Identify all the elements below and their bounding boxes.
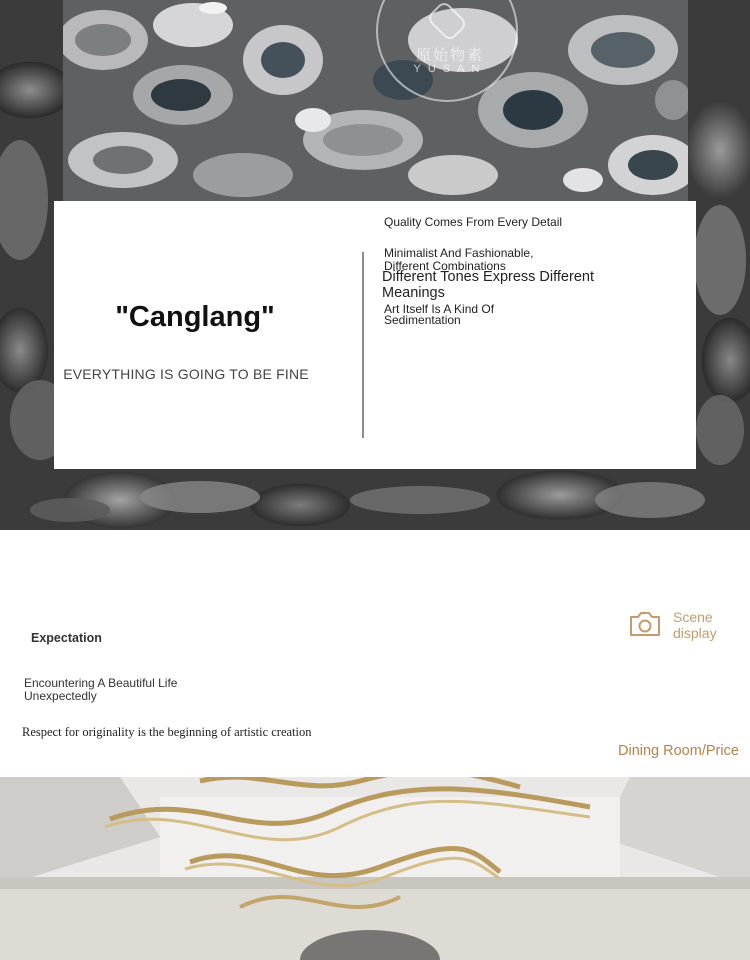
- scene-label-line2: display: [673, 625, 717, 641]
- tagline-text: Encountering A Beautiful Life Unexpectedly: [24, 676, 178, 703]
- quote-text: Respect for originality is the beginning of artistic creation: [22, 725, 312, 739]
- feature-text: Different Tones Express Different Meanings: [382, 269, 594, 301]
- product-info-card: [54, 201, 696, 469]
- room-scene: [0, 777, 750, 960]
- scene-label-line1: Scene: [673, 609, 713, 625]
- product-title: "Canglang": [115, 301, 275, 333]
- logo-icon: [426, 0, 468, 42]
- watermark-brand-cn: 原始物素: [415, 46, 484, 64]
- expectation-heading: Expectation: [31, 631, 102, 645]
- feature-text: Minimalist And Fashionable, Different Combinations: [384, 246, 534, 273]
- scene-display-label: [673, 609, 733, 641]
- product-subtitle: EVERYTHING IS GOING TO BE FINE: [63, 366, 309, 382]
- feature-text: Art Itself Is A Kind Of Sedimentation: [384, 302, 495, 327]
- scene-intro-section: [0, 530, 750, 777]
- feature-text: Quality Comes From Every Detail: [384, 215, 563, 229]
- card-divider: [362, 252, 364, 438]
- camera-icon: [629, 611, 661, 637]
- dining-room-price-label: Dining Room/Price: [618, 743, 739, 759]
- watermark-brand-en: YUSAN: [413, 63, 487, 75]
- dining-room-photo: [0, 777, 750, 960]
